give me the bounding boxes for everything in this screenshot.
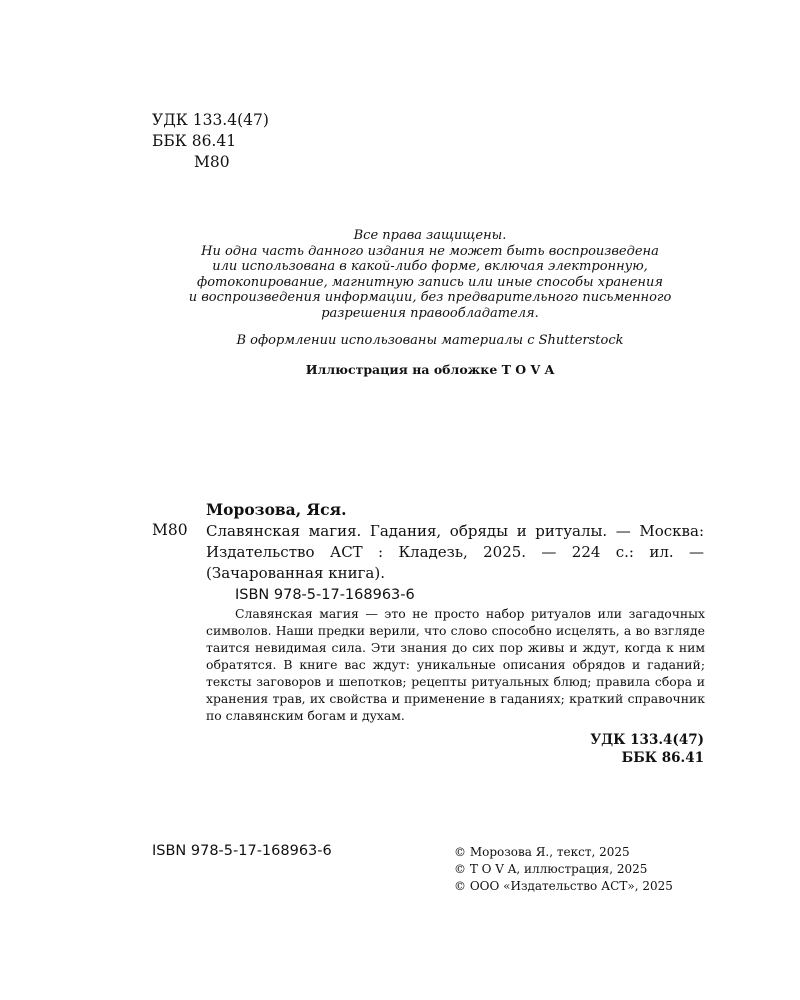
rights-line: фотокопирование, магнитную запись или иные способы хранения bbox=[197, 274, 663, 290]
footer-isbn: ISBN 978-5-17-168963-6 bbox=[152, 843, 332, 859]
bib-catalog-codes bbox=[590, 731, 704, 767]
bib-description: Славянская магия. Гадания, обряды и ритуалы. — Москва: Издательство АСТ : Кладезь, 2025. — 224 с.: ил. — (Зачарованная книга). bbox=[206, 522, 704, 582]
bib-bbk: ББК 86.41 bbox=[621, 750, 704, 766]
bbk-code: ББК 86.41 bbox=[152, 132, 237, 150]
rights-line: разрешения правообладателя. bbox=[321, 305, 539, 321]
rights-notice bbox=[150, 228, 710, 321]
bib-isbn: ISBN 978-5-17-168963-6 bbox=[235, 587, 415, 603]
copyright-text: © Морозова Я., текст, 2025 bbox=[454, 845, 630, 859]
classification-codes bbox=[152, 110, 269, 173]
udk-code: УДК 133.4(47) bbox=[152, 111, 269, 129]
copyright-publisher: © ООО «Издательство АСТ», 2025 bbox=[454, 879, 673, 893]
rights-line: Все права защищены. bbox=[353, 228, 507, 243]
shutterstock-credit: В оформлении использованы материалы с Shutterstock bbox=[236, 333, 624, 348]
rights-line: Ни одна часть данного издания не может быть воспроизведена bbox=[201, 243, 659, 259]
cover-illustration-credit: Иллюстрация на обложке T O V A bbox=[305, 362, 555, 377]
rights-line: или использована в какой-либо форме, включая электронную, bbox=[212, 259, 648, 274]
author-mark: М80 bbox=[194, 153, 230, 171]
copyright-illustration: © T O V A, иллюстрация, 2025 bbox=[454, 862, 648, 876]
bib-udk: УДК 133.4(47) bbox=[590, 732, 704, 748]
bib-author-mark: М80 bbox=[152, 521, 188, 539]
bib-author: Морозова, Яся. bbox=[206, 500, 347, 519]
rights-line: и воспроизведения информации, без предварительного письменного bbox=[188, 290, 672, 305]
copyright-block bbox=[454, 844, 673, 895]
bib-annotation: Славянская магия — это не просто набор ритуалов или загадочных символов. Наши предки верили, что слово способно исцелять, а во взгляде таится невидимая сила. Эти знания до сих пор живы и ждут, когда к ним обратятся. В книге вас ждут: уникальные описания обрядов и гаданий; тексты заговоров и шепотков; рецепты ритуальных блюд; правила сбора и хранения трав, их свойства и применение в гаданиях; краткий справочник по славянским богам и духам. bbox=[206, 606, 705, 723]
